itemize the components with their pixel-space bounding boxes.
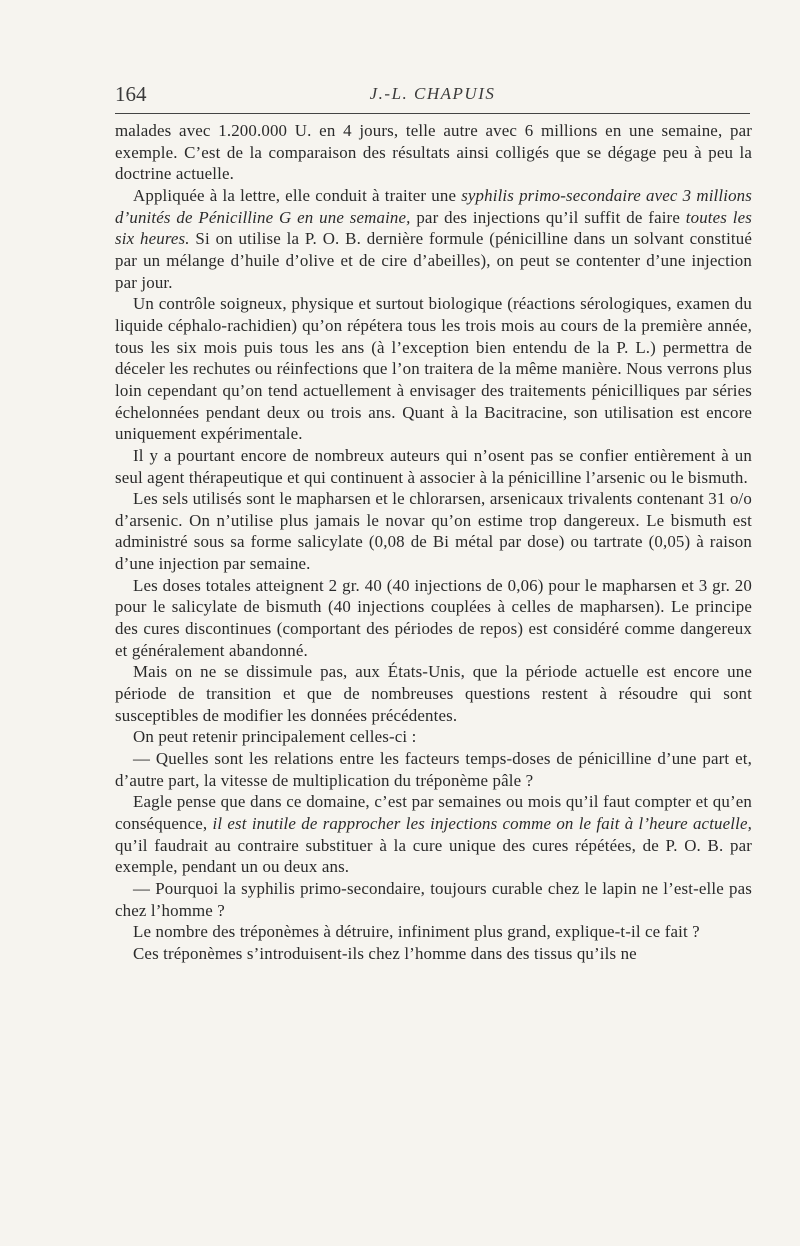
paragraph [115, 120, 752, 185]
italic-run: toutes les six heures. [115, 207, 753, 249]
paragraph [115, 726, 752, 748]
paragraph [115, 878, 752, 921]
text-run: Ces tréponèmes s’introduisent-ils chez l’homme dans des tissus qu’ils ne [133, 943, 637, 963]
text-run: On peut retenir principalement celles-ci : [133, 727, 417, 747]
paragraph [115, 748, 752, 791]
page-number: 164 [115, 82, 147, 106]
page-header [115, 82, 750, 110]
paragraph [115, 445, 752, 488]
italic-run: il est inutile de rapprocher les injections comme on le fait à l’heure actuelle, [212, 814, 752, 833]
paragraph [115, 921, 752, 943]
body-text [115, 120, 752, 965]
text-run: — Quelles sont les relations entre les facteurs temps-doses de pénicilline d’une part et, d’autre part, la vitesse de multiplication du tréponème pâle ? [115, 749, 752, 790]
text-run: malades avec 1.200.000 U. en 4 jours, telle autre avec 6 millions en une semaine, par exemple. C’est de la comparaison des résultats ainsi colligés que se dégage peu à peu la doctrine actuelle. [115, 121, 752, 184]
paragraph [115, 661, 752, 726]
text-run: Il y a pourtant encore de nombreux auteurs qui n’osent pas se confier entièrement à un seul agent thérapeutique et qui continuent à associer à la pénicilline l’arsenic ou le bismuth. [115, 445, 752, 487]
text-run: Les doses totales atteignent 2 gr. 40 (40 injections de 0,06) pour le mapharsen et 3 gr. 20 pour le salicylate de bismuth (40 injections couplées à celles de mapharsen). Le principe des cures discontinues (comportant des périodes de repos) est considéré comme dangereux et généralement abandonné. [115, 575, 752, 660]
text-run: Le nombre des tréponèmes à détruire, infiniment plus grand, explique-t-il ce fait ? [133, 922, 700, 942]
text-run: Appliquée à la lettre, elle conduit à traiter une [133, 185, 462, 205]
text-run: Les sels utilisés sont le mapharsen et le chlorarsen, arsenicaux trivalents contenant 31 o/o d’arsenic. On n’utilise plus jamais le novar qu’on estime trop dangereux. Le bismuth est administré sous sa forme salicylate (0,08 de Bi métal par dose) ou tartrate (0,05) à raison d’une injection par semaine. [115, 489, 752, 574]
text-run: Si on utilise la P. O. B. dernière formule (pénicilline dans un solvant constitué par un mélange d’huile d’olive et de cire d’abeilles), on peut se contenter d’une injection par jour. [115, 229, 752, 292]
text-run: qu’il faudrait au contraire substituer à la cure unique des cures répétées, de P. O. B. par exemple, pendant un ou deux ans. [115, 835, 752, 877]
text-run: par des injections qu’il suffit de faire [410, 207, 686, 227]
paragraph [115, 293, 752, 445]
text-run: Eagle pense que dans ce domaine, c’est par semaines ou mois qu’il faut compter et qu’en conséquence, [115, 792, 752, 833]
paragraph [115, 943, 752, 965]
paragraph [115, 488, 752, 575]
paragraph [115, 185, 752, 293]
italic-run: syphilis primo-secondaire avec 3 millions d’unités de Pénicilline G en une semaine, [115, 185, 752, 227]
text-run: — Pourquoi la syphilis primo-secondaire, toujours curable chez le lapin ne l’est-elle pas chez l’homme ? [115, 878, 752, 920]
text-run: Un contrôle soigneux, physique et surtout biologique (réactions sérologiques, examen du liquide céphalo-rachidien) qu’on répétera tous les trois mois au cours de la première année, tous les six mois puis tous les ans (à l’exception bien entendu de la P. L.) permettra de déceler les rechutes ou réinfections que l’on traitera de la même manière. Nous verrons plus loin cependant qu’on tend actuellement à envisager des traitements pénicilliques par séries échelonnées pendant deux ou trois ans. Quant à la Bacitracine, son utilisation est encore uniquement expérimentale. [115, 294, 752, 444]
text-run: Mais on ne se dissimule pas, aux États-Unis, que la période actuelle est encore une période de transition et que de nombreuses questions restent à résoudre qui sont susceptibles de modifier les données précédentes. [115, 662, 752, 725]
paragraph [115, 791, 752, 878]
header-rule [115, 113, 750, 114]
paragraph [115, 575, 752, 662]
running-head: J.-L. CHAPUIS [369, 84, 496, 103]
